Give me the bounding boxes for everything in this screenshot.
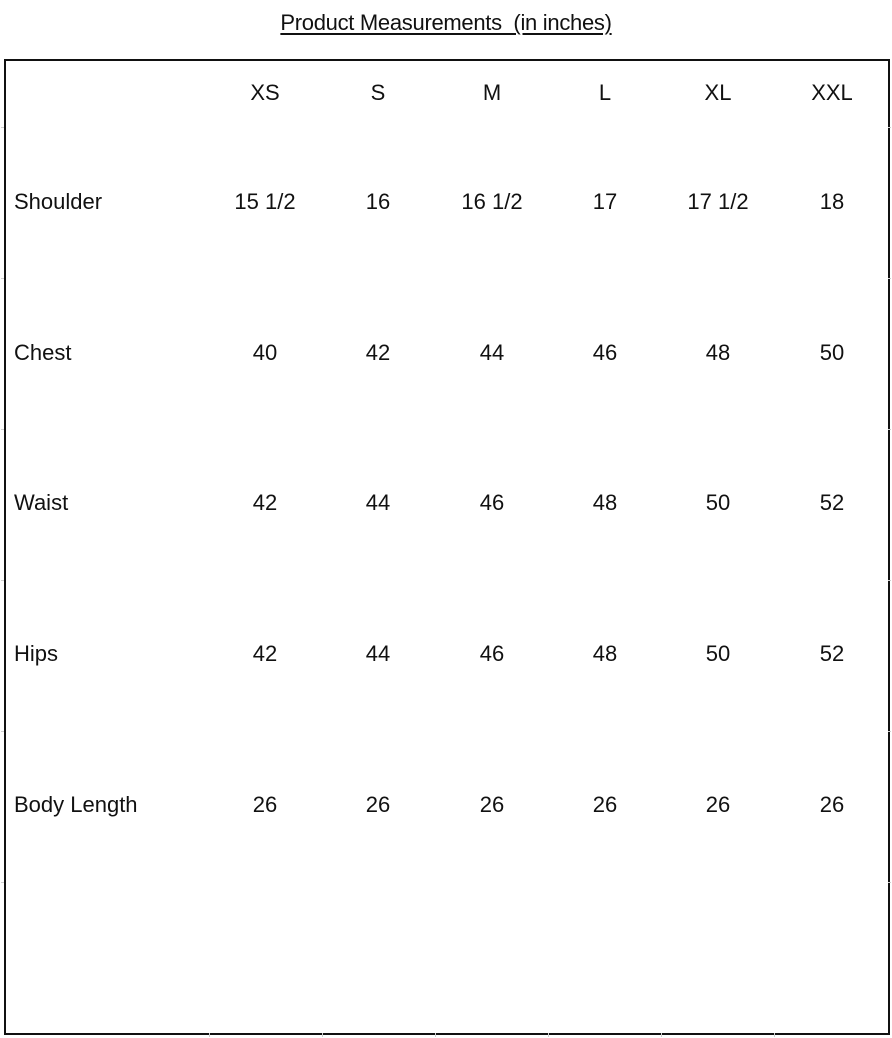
table-cell: 50 xyxy=(705,490,731,515)
size-header-cell: M xyxy=(482,80,502,105)
table-cell: 52 xyxy=(819,490,845,515)
table-cell: 18 xyxy=(819,189,845,214)
table-cell: 26 xyxy=(705,792,731,817)
table-cell: 16 1/2 xyxy=(461,189,523,214)
column-divider-tick xyxy=(209,1033,210,1037)
table-cell: 44 xyxy=(479,340,505,365)
row-label: Waist xyxy=(14,490,69,515)
table-cell: 52 xyxy=(819,641,845,666)
table-cell: 44 xyxy=(365,490,391,515)
table-cell: 15 1/2 xyxy=(234,189,296,214)
table-cell: 46 xyxy=(479,490,505,515)
page-title-text: Product Measurements (in inches) xyxy=(280,10,612,35)
table-cell: 26 xyxy=(252,792,278,817)
row-divider-tick xyxy=(888,429,891,430)
row-label: Body Length xyxy=(14,792,138,817)
table-cell: 42 xyxy=(252,490,278,515)
table-cell: 46 xyxy=(592,340,618,365)
table-cell: 17 xyxy=(592,189,618,214)
row-divider-tick xyxy=(1,580,4,581)
row-divider-tick xyxy=(1,127,4,128)
row-divider-tick xyxy=(1,731,4,732)
table-cell: 17 1/2 xyxy=(687,189,749,214)
row-divider-tick xyxy=(888,882,891,883)
table-cell: 50 xyxy=(819,340,845,365)
table-cell: 40 xyxy=(252,340,278,365)
row-divider-tick xyxy=(1,278,4,279)
row-divider-tick xyxy=(1,882,4,883)
page-title xyxy=(0,10,892,36)
column-divider-tick xyxy=(548,1033,549,1037)
size-header-cell: XL xyxy=(704,80,732,105)
table-cell: 46 xyxy=(479,641,505,666)
row-label: Chest xyxy=(14,340,72,365)
table-cell: 50 xyxy=(705,641,731,666)
table-cell: 26 xyxy=(365,792,391,817)
row-divider-tick xyxy=(888,580,891,581)
row-divider-tick xyxy=(888,731,891,732)
column-divider-tick xyxy=(322,1033,323,1037)
row-label: Shoulder xyxy=(14,189,103,214)
size-header-cell: L xyxy=(598,80,612,105)
table-cell: 26 xyxy=(479,792,505,817)
row-divider-tick xyxy=(1,429,4,430)
row-label: Hips xyxy=(14,641,59,666)
table-cell: 44 xyxy=(365,641,391,666)
column-divider-tick xyxy=(661,1033,662,1037)
table-cell: 26 xyxy=(592,792,618,817)
table-cell: 26 xyxy=(819,792,845,817)
size-header-cell: S xyxy=(370,80,386,105)
table-cell: 16 xyxy=(365,189,391,214)
size-header-cell: XXL xyxy=(811,80,853,105)
row-divider-tick xyxy=(888,127,891,128)
table-cell: 42 xyxy=(252,641,278,666)
column-divider-tick xyxy=(774,1033,775,1037)
row-divider-tick xyxy=(888,278,891,279)
table-cell: 48 xyxy=(592,490,618,515)
size-header-cell: XS xyxy=(250,80,280,105)
table-cell: 48 xyxy=(705,340,731,365)
table-cell: 42 xyxy=(365,340,391,365)
column-divider-tick xyxy=(435,1033,436,1037)
table-cell: 48 xyxy=(592,641,618,666)
